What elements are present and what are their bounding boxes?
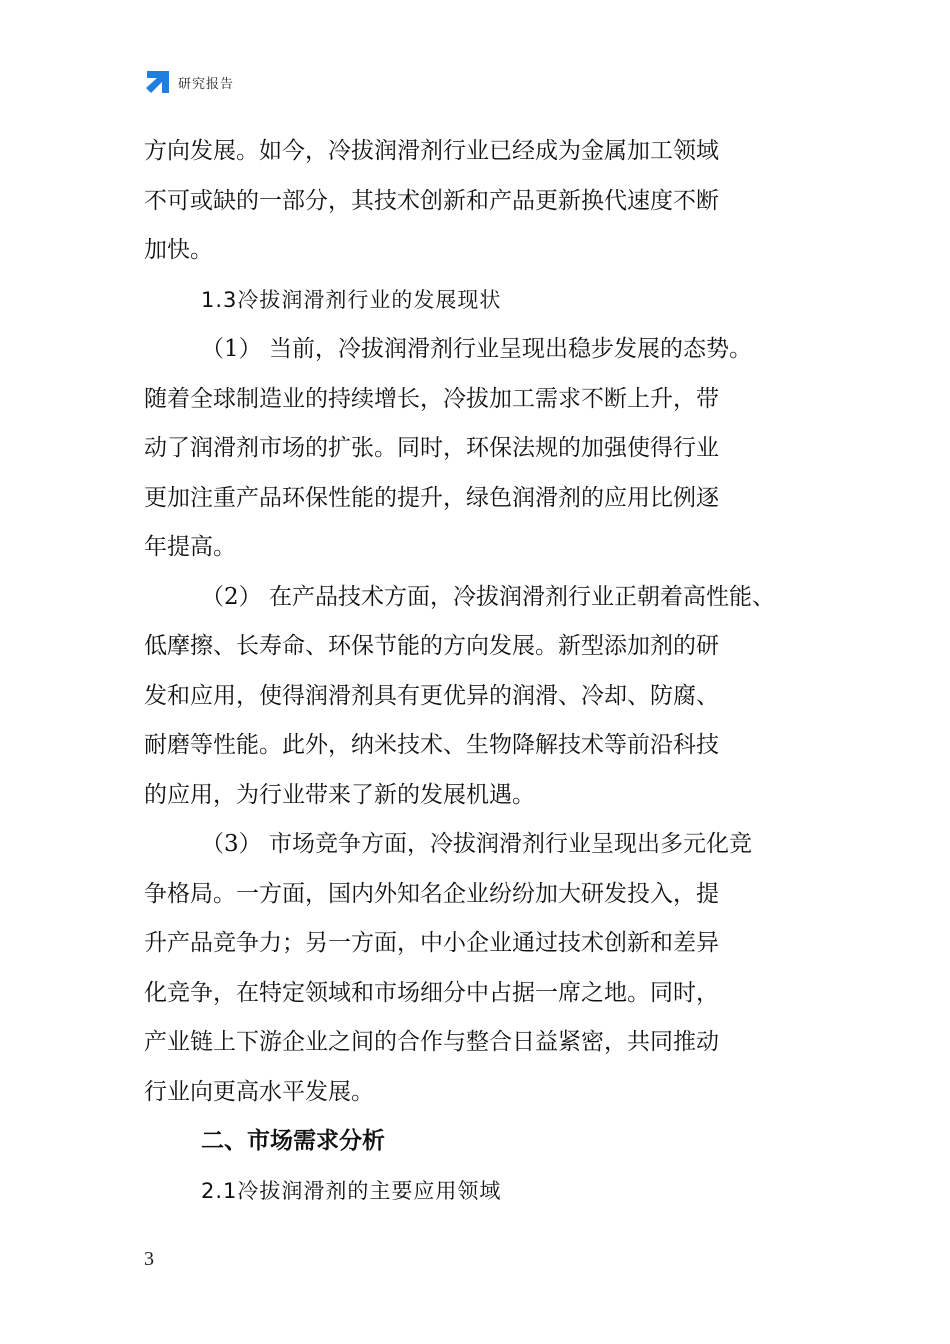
line-text: 随着全球制造业的持续增长，冷拔加工需求不断上升，带 bbox=[144, 385, 719, 412]
body-text-line bbox=[144, 919, 810, 969]
section-subheading bbox=[144, 1167, 810, 1217]
section-subheading bbox=[144, 276, 810, 326]
line-text: 二、市场需求分析 bbox=[201, 1128, 385, 1154]
body-text-line bbox=[144, 226, 810, 276]
body-text-line bbox=[144, 127, 810, 177]
line-text: 争格局。一方面，国内外知名企业纷纷加大研发投入，提 bbox=[144, 880, 719, 907]
arrow-up-right-icon bbox=[144, 68, 172, 96]
body-text-line bbox=[144, 721, 810, 771]
line-text: 升产品竞争力；另一方面，中小企业通过技术创新和差异 bbox=[144, 930, 719, 956]
line-text: （3） 市场竞争方面，冷拔润滑剂行业呈现出多元化竞 bbox=[201, 831, 752, 857]
body-text-line bbox=[144, 672, 810, 722]
paragraph-start-line bbox=[144, 325, 810, 375]
line-text: 产业链上下游企业之间的合作与整合日益紧密，共同推动 bbox=[144, 1029, 719, 1055]
body-text-line bbox=[144, 622, 810, 672]
line-text: 年提高。 bbox=[144, 534, 236, 560]
body-text-line bbox=[144, 771, 810, 821]
body-text-line bbox=[144, 474, 810, 524]
line-text: 耐磨等性能。此外，纳米技术、生物降解技术等前沿科技 bbox=[144, 732, 719, 758]
document-body bbox=[144, 127, 810, 1216]
body-text-line bbox=[144, 375, 810, 425]
body-text-line bbox=[144, 870, 810, 920]
body-text-line bbox=[144, 1068, 810, 1118]
line-text: 的应用，为行业带来了新的发展机遇。 bbox=[144, 781, 535, 808]
page-number: 3 bbox=[144, 1248, 154, 1270]
line-text: （2） 在产品技术方面，冷拔润滑剂行业正朝着高性能、 bbox=[201, 583, 775, 610]
paragraph-start-line bbox=[144, 820, 810, 870]
line-text: 低摩擦、长寿命、环保节能的方向发展。新型添加剂的研 bbox=[144, 633, 719, 659]
line-text: 2.1冷拔润滑剂的主要应用领域 bbox=[201, 1178, 502, 1203]
line-text: 动了润滑剂市场的扩张。同时，环保法规的加强使得行业 bbox=[144, 435, 719, 461]
body-text-line bbox=[144, 177, 810, 227]
section-heading bbox=[144, 1117, 810, 1167]
line-text: 发和应用，使得润滑剂具有更优异的润滑、冷却、防腐、 bbox=[144, 682, 719, 709]
paragraph-start-line bbox=[144, 573, 810, 623]
body-text-line bbox=[144, 1018, 810, 1068]
page-header bbox=[144, 68, 234, 96]
line-text: 不可或缺的一部分，其技术创新和产品更新换代速度不断 bbox=[144, 187, 719, 214]
report-type-label: 研究报告 bbox=[178, 76, 235, 92]
body-text-line bbox=[144, 523, 810, 573]
body-text-line bbox=[144, 424, 810, 474]
line-text: 方向发展。如今，冷拔润滑剂行业已经成为金属加工领域 bbox=[144, 138, 719, 164]
line-text: 加快。 bbox=[144, 237, 213, 263]
body-text-line bbox=[144, 969, 810, 1019]
line-text: （1） 当前，冷拔润滑剂行业呈现出稳步发展的态势。 bbox=[201, 336, 752, 362]
line-text: 行业向更高水平发展。 bbox=[144, 1078, 374, 1105]
line-text: 化竞争，在特定领域和市场细分中占据一席之地。同时， bbox=[144, 979, 719, 1006]
line-text: 更加注重产品环保性能的提升，绿色润滑剂的应用比例逐 bbox=[144, 484, 719, 511]
line-text: 1.3冷拔润滑剂行业的发展现状 bbox=[201, 287, 502, 312]
